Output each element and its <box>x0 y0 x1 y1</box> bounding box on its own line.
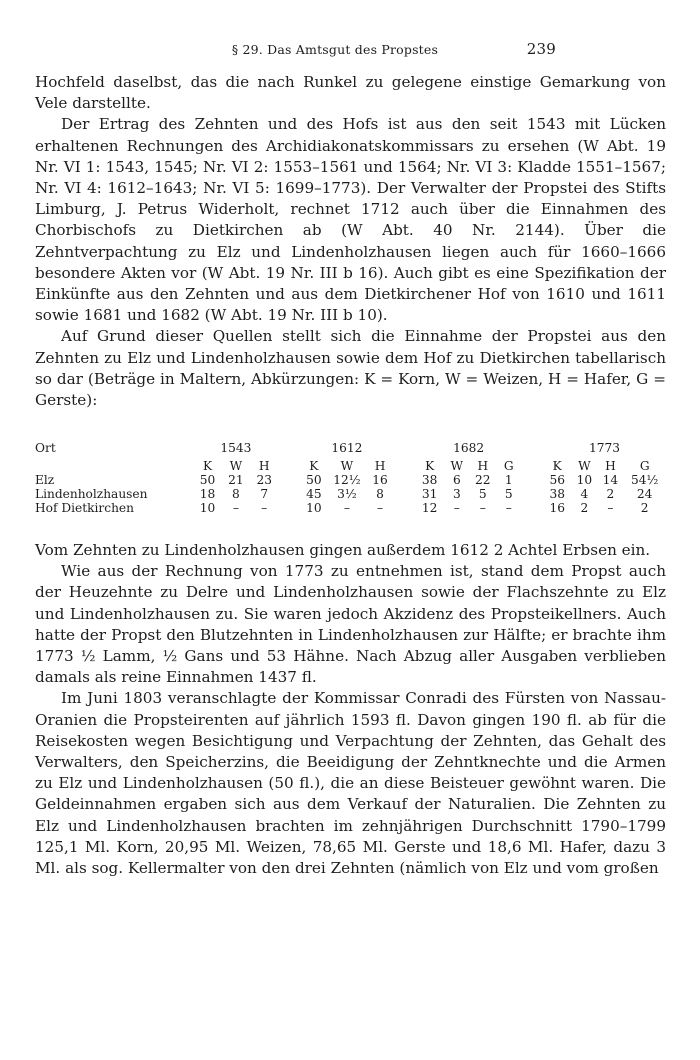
ort-header: Ort <box>35 441 56 455</box>
unit-header: G <box>639 459 650 473</box>
value-cell: – <box>232 501 239 515</box>
unit-header: H <box>374 459 386 473</box>
value-cell: 10 <box>199 501 216 515</box>
unit-header: W <box>578 459 591 473</box>
table-row <box>35 473 666 487</box>
year-header: 1773 <box>589 441 621 455</box>
section-title: § 29. Das Amtsgut des Propstes <box>231 42 439 57</box>
value-cell: 8 <box>231 487 240 501</box>
unit-header: G <box>503 459 514 473</box>
paragraph: Auf Grund dieser Quellen stellt sich die Einnahme der Propstei aus den Zehnten zu Elz und Lindenholzhausen sowie dem Hof zu Dietkirchen tabellarisch so dar (Beträge in Maltern, Abkürzungen: K = Korn, W = Weizen, H = Hafer, G = Gerste): <box>35 327 666 410</box>
value-cell: 10 <box>306 501 322 515</box>
value-cell: 56 <box>549 473 565 487</box>
value-cell: 16 <box>372 473 388 487</box>
body-text-bottom <box>35 540 666 879</box>
ort-cell: Elz <box>35 473 55 487</box>
value-cell: 2 <box>606 487 615 501</box>
value-cell: 18 <box>199 487 216 501</box>
value-cell: 2 <box>640 501 649 515</box>
unit-header: K <box>552 459 562 473</box>
table-header-units <box>35 459 666 473</box>
value-cell: 24 <box>636 487 653 501</box>
value-cell: 5 <box>504 487 513 501</box>
value-cell: 8 <box>376 487 384 501</box>
value-cell: – <box>607 501 614 515</box>
ort-cell: Lindenholzhausen <box>35 487 148 501</box>
unit-header: H <box>258 459 270 473</box>
value-cell: 3 <box>452 487 461 501</box>
unit-header: W <box>340 459 354 473</box>
value-cell: 54½ <box>631 473 659 487</box>
table-header-years <box>35 441 666 459</box>
value-cell: 31 <box>421 487 438 501</box>
value-cell: 23 <box>256 473 272 487</box>
year-header: 1682 <box>453 441 485 455</box>
paragraph: Vom Zehnten zu Lindenholzhausen gingen außerdem 1612 2 Achtel Erbsen ein. <box>35 541 651 559</box>
unit-header: K <box>425 459 435 473</box>
year-header: 1612 <box>331 441 363 455</box>
value-cell: 7 <box>260 487 269 501</box>
value-cell: – <box>453 501 460 515</box>
value-cell: 50 <box>199 473 216 487</box>
unit-header: K <box>202 459 213 473</box>
value-cell: – <box>505 501 512 515</box>
year-header: 1543 <box>220 441 252 455</box>
value-cell: 21 <box>228 473 244 487</box>
unit-header: W <box>229 459 243 473</box>
page-number: 239 <box>526 40 556 58</box>
value-cell: 50 <box>306 473 322 487</box>
paragraph: Hochfeld daselbst, das die nach Runkel zu gelegene einstige Gemarkung von Vele darstellte. <box>35 73 666 113</box>
value-cell: 1 <box>504 473 513 487</box>
unit-header: K <box>309 459 319 473</box>
table-row <box>35 501 666 515</box>
paragraph: Wie aus der Rechnung von 1773 zu entnehmen ist, stand dem Propst auch der Heuzehnte zu Delre und Lindenholzhausen sowie der Flachszehnte zu Elz und Lindenholzhausen zu. Sie waren jedoch Akzidenz des Propsteikellners. Auch hatte der Propst den Blutzehnten in Lindenholzhausen zur Hälfte; er brachte ihm 1773 ½ Lamm, ½ Gans und 53 Hähne. Nach Abzug aller Ausgaben verblieben damals als reine Einnahmen 1437 fl. <box>35 562 666 687</box>
value-cell: 16 <box>549 501 565 515</box>
paragraph: Im Juni 1803 veranschlagte der Kommissar Conradi des Fürsten von Nassau-Oranien die Propsteirenten auf jährlich 1593 fl. Davon gingen 190 fl. ab für die Reisekosten wegen Besichtigung und Verpachtung der Zehnten, das Gehalt des Verwalters, den Speicherzins, die Beeidigung der Zehntknechte und die Armen zu Elz und Lindenholzhausen (50 fl.), die an diese Beisteuer gewöhnt waren. Die Geldeinnahmen ergaben sich aus dem Verkauf der Naturalien. Die Zehnten zu Elz und Lindenholzhausen brachten im zehnjährigen Durchschnitt 1790–1799 125,1 Ml. Korn, 20,95 Ml. Weizen, 78,65 Ml. Gerste und 18,6 Ml. Hafer, dazu 3 Ml. als sog. Kellermalter von den drei Zehnten (nämlich von Elz und vom großen <box>35 689 666 878</box>
value-cell: 38 <box>421 473 438 487</box>
value-cell: – <box>343 501 350 515</box>
value-cell: 10 <box>576 473 593 487</box>
value-cell: 3½ <box>337 487 357 501</box>
value-cell: 5 <box>478 487 487 501</box>
unit-header: H <box>477 459 489 473</box>
value-cell: – <box>261 501 268 515</box>
value-cell: – <box>376 501 384 515</box>
ort-cell: Hof Dietkirchen <box>35 501 134 515</box>
value-cell: 14 <box>602 473 619 487</box>
value-cell: 2 <box>580 501 589 515</box>
unit-header: H <box>605 459 616 473</box>
value-cell: 45 <box>306 487 322 501</box>
value-cell: 12 <box>421 501 438 515</box>
table-row <box>35 487 666 501</box>
value-cell: 6 <box>452 473 461 487</box>
unit-header: W <box>450 459 464 473</box>
value-cell: 22 <box>475 473 491 487</box>
value-cell: 38 <box>549 487 565 501</box>
body-text-top <box>35 72 666 411</box>
paragraph: Der Ertrag des Zehnten und des Hofs ist aus den seit 1543 mit Lücken erhaltenen Rechnungen des Archidiakonatskommissars zu ersehen (W Abt. 19 Nr. VI 1: 1543, 1545; Nr. VI 2: 1553–1561 und 1564; Nr. VI 3: Kladde 1551–1567; Nr. VI 4: 1612–1643; Nr. VI 5: 1699–1773). Der Verwalter der Propstei des Stifts Limburg, J. Petrus Widerholt, rechnet 1712 auch über die Einnahmen des Chorbischofs zu Dietkirchen ab (W Abt. 40 Nr. 2144). Über die Zehntverpachtung zu Elz und Lindenholzhausen liegen auch für 1660–1666 besondere Akten vor (W Abt. 19 Nr. III b 16). Auch gibt es eine Spezifikation der Einkünfte aus den Zehnten und aus dem Dietkirchener Hof von 1610 und 1611 sowie 1681 und 1682 (W Abt. 19 Nr. III b 10). <box>35 115 666 325</box>
value-cell: 12½ <box>333 473 361 487</box>
value-cell: 4 <box>580 487 589 501</box>
income-table <box>35 441 666 515</box>
value-cell: – <box>479 501 486 515</box>
